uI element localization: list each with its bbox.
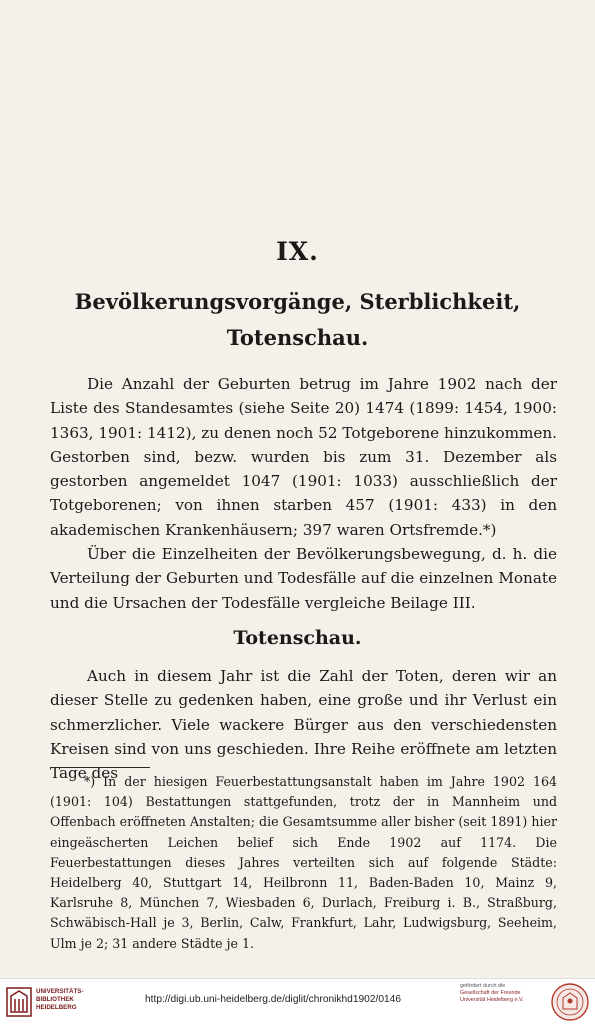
chapter-title-line1: Bevölkerungsvorgänge, Sterblichkeit, — [74, 289, 521, 314]
library-name: UNIVERSITÄTS- BIBLIOTHEK HEIDELBERG — [36, 988, 84, 1011]
paragraph-obituary: Auch in diesem Jahr ist die Zahl der Toten, deren wir an dieser Stelle zu gedenken haben, eine große und ihr Verlust ein schmerzlicher. Viele wackere Bürger aus den verschiedensten Kreisen sind von uns geschieden. Ihre Reihe eröffnete am letzten Tage des — [50, 667, 557, 783]
section-title: Totenschau. — [233, 627, 362, 649]
permalink-url[interactable]: http://digi.ub.uni-heidelberg.de/diglit/chronikhd1902/0146 — [145, 994, 402, 1005]
footnote-text: *) In der hiesigen Feuerbestattungsanstalt haben im Jahre 1902 164 (1901: 104) Bestattungen stattgefunden, trotz der in Mannheim und Offenbach eröffneten Anstalten; die Gesamtsumme aller bisher (seit 1891) hier eingeäscherten Leichen belief sich Ende 1902 auf 1174. Die Feuerbestattungen dieses Jahres verteilten sich auf folgende Städte: Heidelberg 40, Stuttgart 14, Heilbronn 11, Baden-Baden 10, Mainz 9, Karlsruhe 8, München 7, Wiesbaden 6, Durlach, Freiburg i. B., Straßburg, Schwäbisch-Hall je 3, Berlin, Calw, Frankfurt, Lahr, Ludwigsburg, Seeheim, Ulm je 2; 31 andere Städte je 1. — [50, 774, 557, 951]
paragraph-births-deaths: Die Anzahl der Geburten betrug im Jahre 1902 nach der Liste des Standesamtes (siehe Seite 20) 1474 (1899: 1454, 1900: 1363, 1901: 1412), zu denen noch 52 Totgeborene hinzukommen. Gestorben sind, bezw. wurden bis zum 31. Dezember als gestorben angemeldet 1047 (1901: 1033) ausschließlich der Totgeborenen; von ihnen starben 457 (1901: 433) in den akademischen Krankenhäusern; 397 waren Ortsfremde.*) — [50, 375, 557, 539]
university-seal-icon — [550, 982, 590, 1022]
viewer-footer — [0, 978, 595, 1024]
intro-text — [50, 372, 557, 615]
paragraph-details: Über die Einzelheiten der Bevölkerungsbewegung, d. h. die Verteilung der Geburten und Todesfälle auf die einzelnen Monate und die Ursachen der Todesfälle vergleiche Beilage III. — [50, 545, 557, 612]
chapter-number: IX. — [276, 237, 319, 266]
footnote — [50, 772, 557, 954]
footnote-divider — [50, 767, 150, 768]
funding-note: gefördert durch die Gesellschaft der Freunde Universität Heidelberg e.V. — [460, 983, 524, 1003]
library-logo-icon — [6, 987, 32, 1017]
chapter-title-line2: Totenschau. — [226, 325, 369, 350]
chapter-title — [30, 284, 565, 356]
